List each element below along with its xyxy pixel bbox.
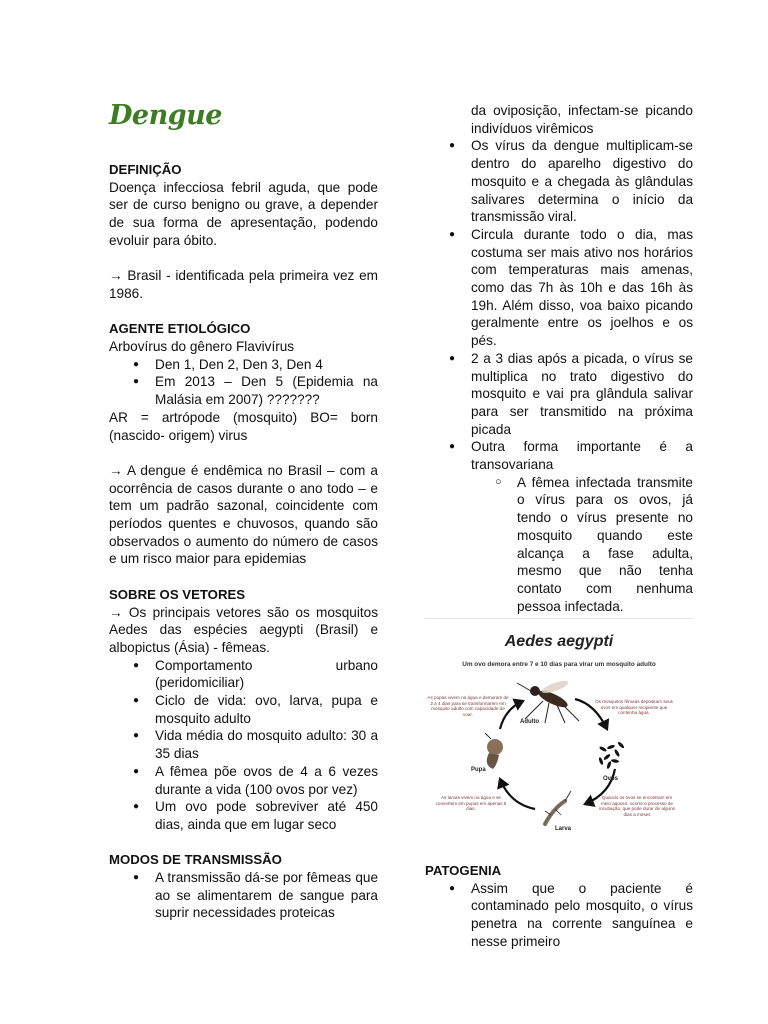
note-larva: As larvas vivem na água e se convertem em pupas em apenas 5 dias. [435, 795, 507, 812]
definicao-text: Doença infecciosa febril aguda, que pode ser de curso benigno ou grave, a depender de sua forma de apresentação, podendo evoluir para óbito. [109, 179, 378, 248]
list-item: ● Os vírus da dengue multiplicam-se dentro do aparelho digestivo do mosquito e a chegada às glândulas salivares determina o início da transmissão viral. [471, 137, 693, 226]
vetores-list [109, 657, 378, 834]
list-item: ● Den 1, Den 2, Den 3, Den 4 [155, 356, 378, 374]
modos-heading: MODOS DE TRANSMISSÃO [109, 852, 282, 868]
left-column [109, 161, 378, 922]
list-item: ● Vida média do mosquito adulto: 30 a 35 dias [155, 727, 378, 762]
definicao-heading: DEFINIÇÃO [109, 162, 182, 177]
list-item: ● Em 2013 – Den 5 (Epidemia na Malásia em 2007) ??????? [155, 373, 378, 408]
vetores-text: → Os principais vetores são os mosquitos Aedes das espécies aegypti (Brasil) e albopictus (Ásia) - fêmeas. [109, 604, 378, 655]
label-adulto: Adulto [520, 719, 539, 725]
list-item: ● A transmissão dá-se por fêmeas que ao se alimentarem de sangue para suprir necessidades proteicas [155, 869, 378, 922]
figure-subtitle: Um ovo demora entre 7 e 10 dias para virar um mosquito adulto [462, 661, 656, 668]
list-item: ● Comportamento urbano (peridomiciliar) [155, 657, 378, 692]
patogenia-heading: PATOGENIA [425, 863, 502, 878]
label-ovos: Ovos [603, 776, 619, 782]
figure-title: Aedes aegypti [504, 633, 614, 650]
endemica-text: → A dengue é endêmica no Brasil – com a ocorrência de casos durante o ano todo – e tem um padrão sazonal, coincidente com períodos quentes e chuvosos, quando são observados o aumento do número de casos e um risco maior para epidemias [109, 462, 378, 567]
ar-text: AR = artrópode (mosquito) BO= born (nascido- origem) virus [109, 409, 378, 443]
note-adulto: Os mosquitos fêmeas depositam seus ovos em qualquer recipiente que contenha água. [595, 699, 673, 716]
patogenia-section [425, 862, 693, 951]
page-title: Dengue [109, 100, 222, 131]
label-larva: Larva [555, 826, 572, 832]
list-item: ● Circula durante todo o dia, mas costuma ser mais ativo nos horários com temperaturas mais amenas, como das 7h às 10h e das 16h às 19h. Além disso, voa baixo picando geralmente entre os joelhos e os pés. [471, 226, 693, 350]
patogenia-list [425, 880, 693, 951]
note-ovos: Quando os ovos se encontram em meio aquoso, ocorre o processo de incubação, que pode durar de alguns dias a meses [599, 795, 675, 817]
list-item: ● A fêmea põe ovos de 4 a 6 vezes durante a vida (100 ovos por vez) [155, 763, 378, 798]
pupa-icon [485, 733, 503, 769]
label-pupa: Pupa [471, 767, 486, 773]
list-item: ● Ciclo de vida: ovo, larva, pupa e mosquito adulto [155, 692, 378, 727]
list-item-continued [471, 102, 693, 137]
list-item: ● Assim que o paciente é contaminado pelo mosquito, o vírus penetra na corrente sanguínea e nesse primeiro [471, 880, 693, 951]
continued-text: da oviposição, infectam-se picando indivíduos virêmicos [471, 103, 693, 136]
sub-list-item: ○ A fêmea infectada transmite o vírus para os ovos, já tendo o vírus presente no mosquito quando este alcança a fase adulta, mesmo que não tenha contato com nenhuma pessoa infectada. [517, 474, 693, 616]
note-pupa: As pupas vivem na água e demoram de 2 a 4 dias para se transformarem em mosquito adulto com capacidade de voar. [427, 695, 509, 717]
right-list [425, 102, 693, 615]
eggs-icon [598, 741, 625, 769]
mosquito-adult-icon [517, 678, 579, 723]
list-item: ● Outra forma importante é a transovariana [471, 438, 693, 473]
life-cycle-figure [425, 618, 693, 847]
right-column [425, 102, 693, 615]
agente-text: Arbovírus do gênero Flavivírus [109, 339, 295, 354]
vetores-heading: SOBRE OS VETORES [109, 586, 246, 602]
list-item: ● 2 a 3 dias após a picada, o vírus se multiplica no trato digestivo do mosquito e vai pra glândula salivar para ser transmitido na próxima picada [471, 350, 693, 439]
agente-list [109, 356, 378, 409]
larva-icon [545, 791, 571, 824]
agente-heading: AGENTE ETIOLÓGICO [109, 321, 251, 337]
brasil-text: → Brasil - identificada pela primeira vez em 1986. [109, 268, 378, 301]
list-item: ● Um ovo pode sobreviver até 450 dias, ainda que em lugar seco [155, 798, 378, 833]
modos-list [109, 869, 378, 922]
